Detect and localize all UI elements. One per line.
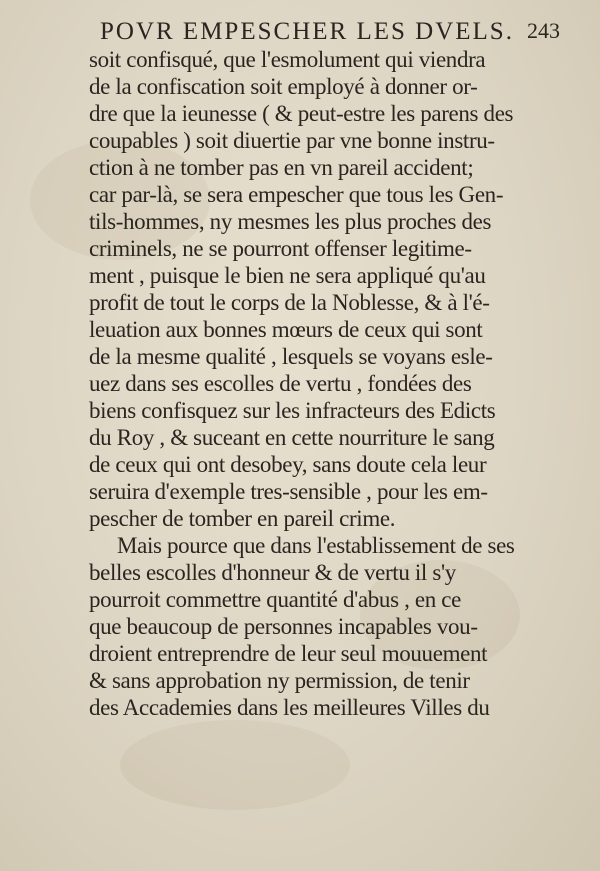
text-line: dre que la ieunesse ( & peut-estre les parens des: [89, 101, 514, 126]
text-line: de ceux qui ont desobey, sans doute cela leur: [89, 452, 487, 477]
text-line: des Accademies dans les meilleures Villes du: [89, 695, 490, 720]
text-line: ment , puisque le bien ne sera appliqué qu'au: [89, 263, 486, 288]
text-line: leuation aux bonnes mœurs de ceux qui sont: [89, 317, 483, 342]
text-line: pescher de tomber en pareil crime.: [89, 506, 396, 531]
text-line: droient entreprendre de leur seul mouuement: [89, 641, 488, 666]
text-line: soit confisqué, que l'esmolument qui viendra: [89, 47, 486, 72]
text-line: belles escolles d'honneur & de vertu il s'y: [89, 560, 456, 585]
text-line: & sans approbation ny permission, de tenir: [89, 668, 470, 693]
text-line: de la confiscation soit employé à donner or-: [89, 74, 478, 99]
text-line: tils-hommes, ny mesmes les plus proches des: [89, 209, 492, 234]
text-line: coupables ) soit diuertie par vne bonne instru-: [89, 128, 495, 153]
text-line: car par-là, se sera empescher que tous les Gen-: [89, 182, 504, 207]
text-line: ction à ne tomber pas en vn pareil accident;: [89, 155, 474, 180]
text-line: de la mesme qualité , lesquels se voyans esle-: [89, 344, 493, 369]
text-line: Mais pource que dans l'establissement de ses: [117, 533, 515, 558]
text-line: pourroit commettre quantité d'abus , en ce: [89, 587, 462, 612]
page-number: 243: [527, 18, 560, 43]
text-line: uez dans ses escolles de vertu , fondées des: [89, 371, 472, 396]
text-line: profit de tout le corps de la Noblesse, & à l'é-: [89, 290, 490, 315]
running-title: POVR EMPESCHER LES DVELS.: [100, 18, 514, 45]
text-line: seruira d'exemple tres-sensible , pour les em-: [89, 479, 488, 504]
text-line: que beaucoup de personnes incapables vou-: [89, 614, 478, 639]
text-line: criminels, ne se pourront offenser legitime-: [89, 236, 472, 261]
text-line: du Roy , & suceant en cette nourriture le sang: [89, 425, 495, 450]
text-line: biens confisquez sur les infracteurs des Edicts: [89, 398, 496, 423]
